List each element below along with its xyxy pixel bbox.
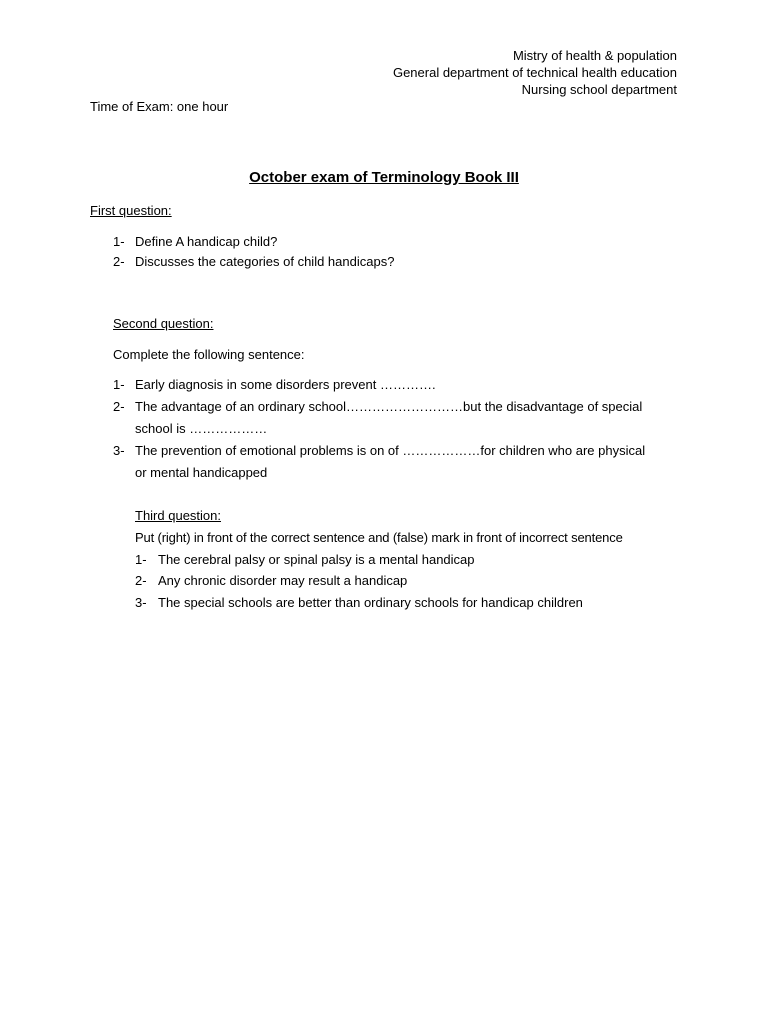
second-question-instruction: Complete the following sentence:	[113, 347, 305, 362]
institution-header	[393, 47, 677, 98]
item-number: 2-	[113, 399, 125, 414]
item-text-continued: or mental handicapped	[135, 465, 268, 480]
item-text: Early diagnosis in some disorders prevent ………….	[135, 377, 436, 392]
item-text: Define A handicap child?	[135, 234, 278, 249]
header-ministry: Mistry of health & population	[512, 48, 677, 63]
item-text: The advantage of an ordinary school………………………but the disadvantage of special	[135, 399, 643, 414]
item-text: Any chronic disorder may result a handicap	[158, 573, 408, 588]
header-department: General department of technical health education	[392, 65, 677, 80]
item-number: 2-	[135, 573, 147, 588]
item-text: The special schools are better than ordinary schools for handicap children	[158, 595, 583, 610]
header-school: Nursing school department	[521, 82, 677, 97]
exam-time: Time of Exam: one hour	[90, 99, 229, 114]
item-number: 2-	[113, 254, 125, 269]
item-number: 1-	[113, 234, 125, 249]
item-number: 1-	[135, 552, 147, 567]
item-text: Discusses the categories of child handicaps?	[135, 254, 395, 269]
second-question-heading: Second question:	[113, 316, 214, 331]
exam-title: October exam of Terminology Book III	[249, 169, 519, 186]
third-question-instruction: Put (right) in front of the correct sentence and (false) mark in front of incorrect sentence	[135, 530, 623, 545]
item-text: The prevention of emotional problems is on of ………………for children who are physical	[135, 443, 646, 458]
first-question-heading: First question:	[90, 203, 172, 218]
third-question-heading: Third question:	[135, 508, 221, 523]
item-number: 3-	[113, 443, 125, 458]
item-text: The cerebral palsy or spinal palsy is a mental handicap	[158, 552, 475, 567]
item-text-continued: school is ………………	[135, 421, 268, 436]
item-number: 1-	[113, 377, 125, 392]
item-number: 3-	[135, 595, 147, 610]
